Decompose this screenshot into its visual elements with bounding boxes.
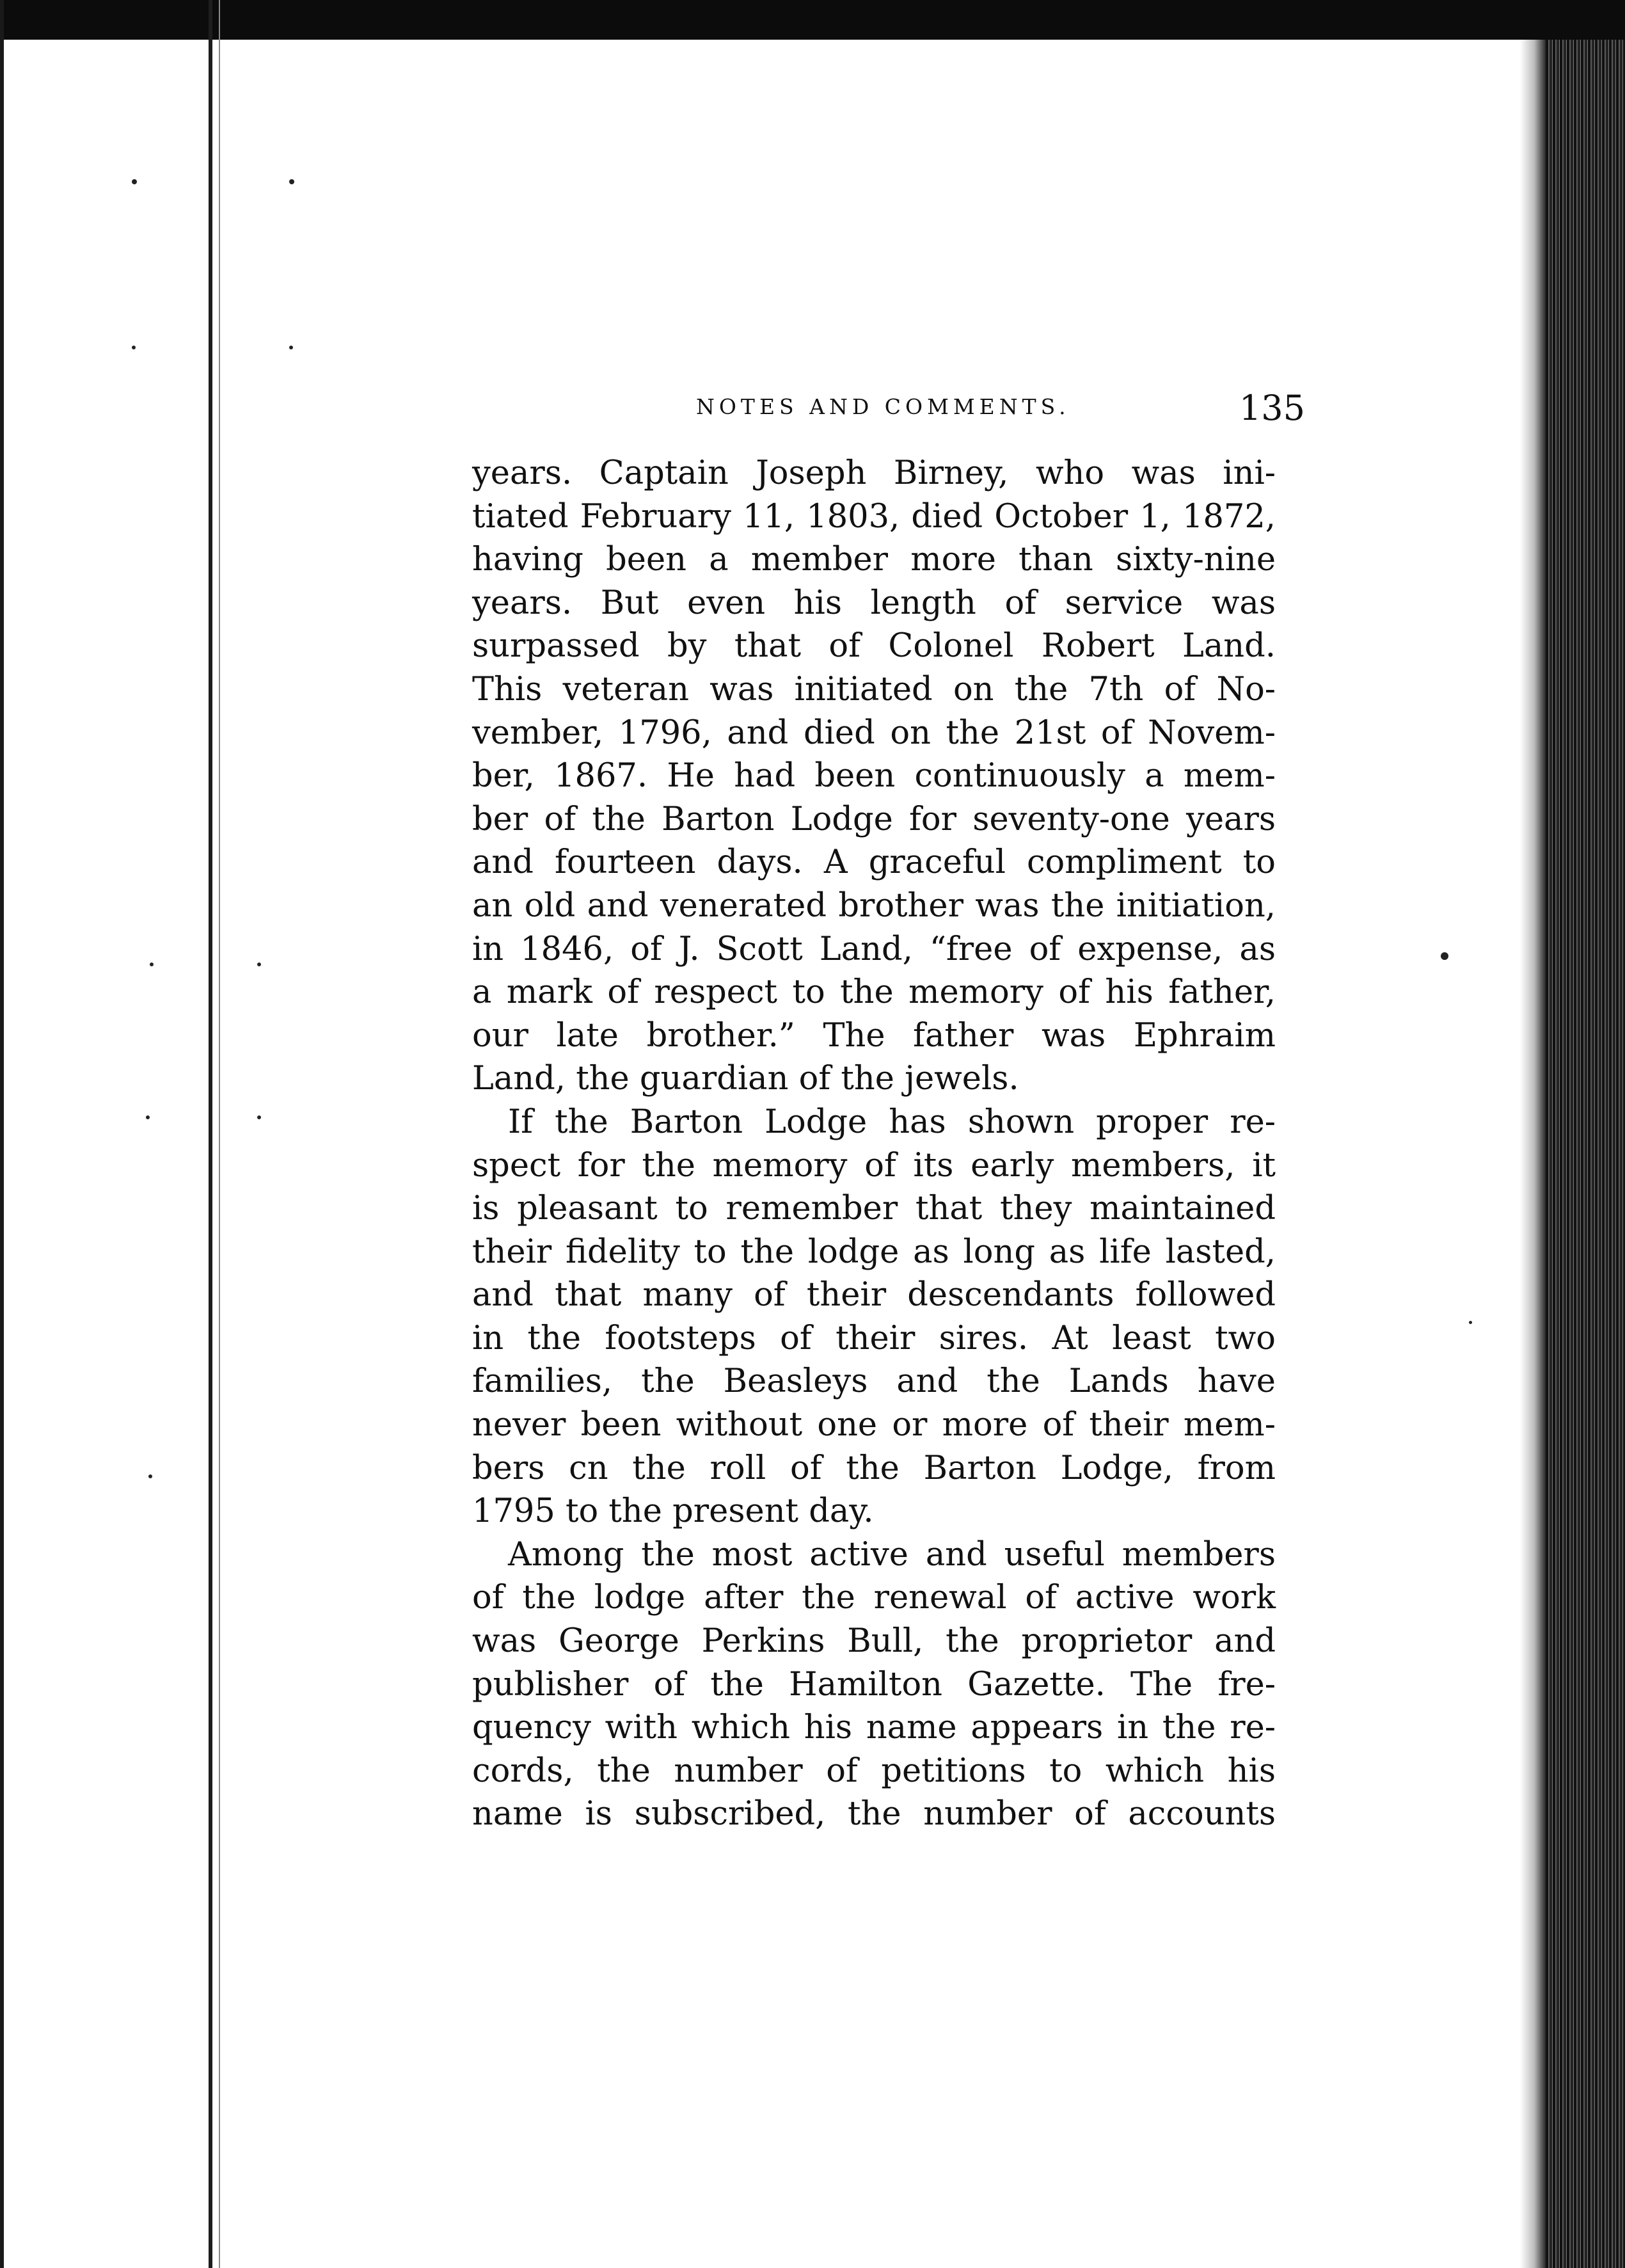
text-line: spect for the memory of its early members, it <box>472 1146 1276 1185</box>
text-line: and fourteen days. A graceful compliment to <box>472 843 1276 882</box>
text-line: families, the Beasleys and the Lands have <box>472 1362 1276 1401</box>
book-gutter-shadow <box>219 0 220 2268</box>
scan-top-border <box>0 0 1625 40</box>
scan-speck <box>150 962 154 966</box>
page-number: 135 <box>1239 388 1305 428</box>
text-line: publisher of the Hamilton Gazette. The fre- <box>472 1665 1276 1704</box>
text-line: in 1846, of J. Scott Land, “free of expense, as <box>472 930 1276 968</box>
text-line: years. Captain Joseph Birney, who was ini- <box>472 454 1276 492</box>
text-line: having been a member more than sixty-nine <box>472 541 1276 579</box>
scan-speck <box>1441 952 1448 960</box>
scan-speck <box>257 962 261 966</box>
paragraph <box>472 452 1276 1101</box>
text-line: never been without one or more of their mem- <box>472 1406 1276 1444</box>
text-line: Among the most active and useful members <box>508 1535 1276 1574</box>
scan-speck <box>146 1115 150 1119</box>
text-line: tiated February 11, 1803, died October 1, 1872, <box>472 497 1276 536</box>
book-gutter-line <box>209 0 212 2268</box>
text-line: quency with which his name appears in the re- <box>472 1709 1276 1747</box>
text-line: years. But even his length of service was <box>472 584 1276 622</box>
paragraph <box>472 1101 1276 1533</box>
scan-speck <box>132 179 137 184</box>
text-line: cords, the number of petitions to which his <box>472 1752 1276 1790</box>
text-line: Land, the guardian of the jewels. <box>472 1060 1019 1098</box>
scan-speck <box>1469 1321 1472 1324</box>
running-title: NOTES AND COMMENTS. <box>696 394 1070 419</box>
text-line: name is subscribed, the number of accounts <box>472 1795 1276 1833</box>
text-line: 1795 to the present day. <box>472 1492 874 1531</box>
scan-speck <box>257 1115 261 1119</box>
scan-speck <box>289 346 293 349</box>
text-line: If the Barton Lodge has shown proper re- <box>508 1103 1276 1141</box>
text-line: an old and venerated brother was the initiation, <box>472 886 1276 925</box>
text-line: ber of the Barton Lodge for seventy-one years <box>472 800 1276 838</box>
scan-left-border <box>0 0 4 2268</box>
text-line: ber, 1867. He had been continuously a mem- <box>472 757 1276 795</box>
text-line: bers cn the roll of the Barton Lodge, from <box>472 1449 1276 1487</box>
text-line: a mark of respect to the memory of his father, <box>472 973 1276 1012</box>
page-edge-shadow <box>1520 40 1546 2268</box>
paragraph <box>472 1533 1276 1836</box>
text-line: vember, 1796, and died on the 21st of Novem- <box>472 714 1276 752</box>
scan-speck <box>148 1474 152 1478</box>
text-line: was George Perkins Bull, the proprietor and <box>472 1622 1276 1661</box>
page-edge-stack <box>1546 40 1625 2268</box>
text-line: of the lodge after the renewal of active work <box>472 1579 1276 1617</box>
text-line: their fidelity to the lodge as long as life lasted, <box>472 1233 1276 1271</box>
text-line: is pleasant to remember that they maintained <box>472 1190 1276 1228</box>
text-line: This veteran was initiated on the 7th of No- <box>472 670 1276 708</box>
text-line: and that many of their descendants followed <box>472 1276 1276 1314</box>
text-line: surpassed by that of Colonel Robert Land. <box>472 627 1276 666</box>
text-line: in the footsteps of their sires. At least two <box>472 1319 1276 1357</box>
body-text <box>472 452 1276 1836</box>
scan-speck <box>132 346 136 349</box>
running-header <box>473 388 1305 430</box>
scan-speck <box>289 179 294 184</box>
text-line: our late brother.” The father was Ephraim <box>472 1016 1276 1055</box>
